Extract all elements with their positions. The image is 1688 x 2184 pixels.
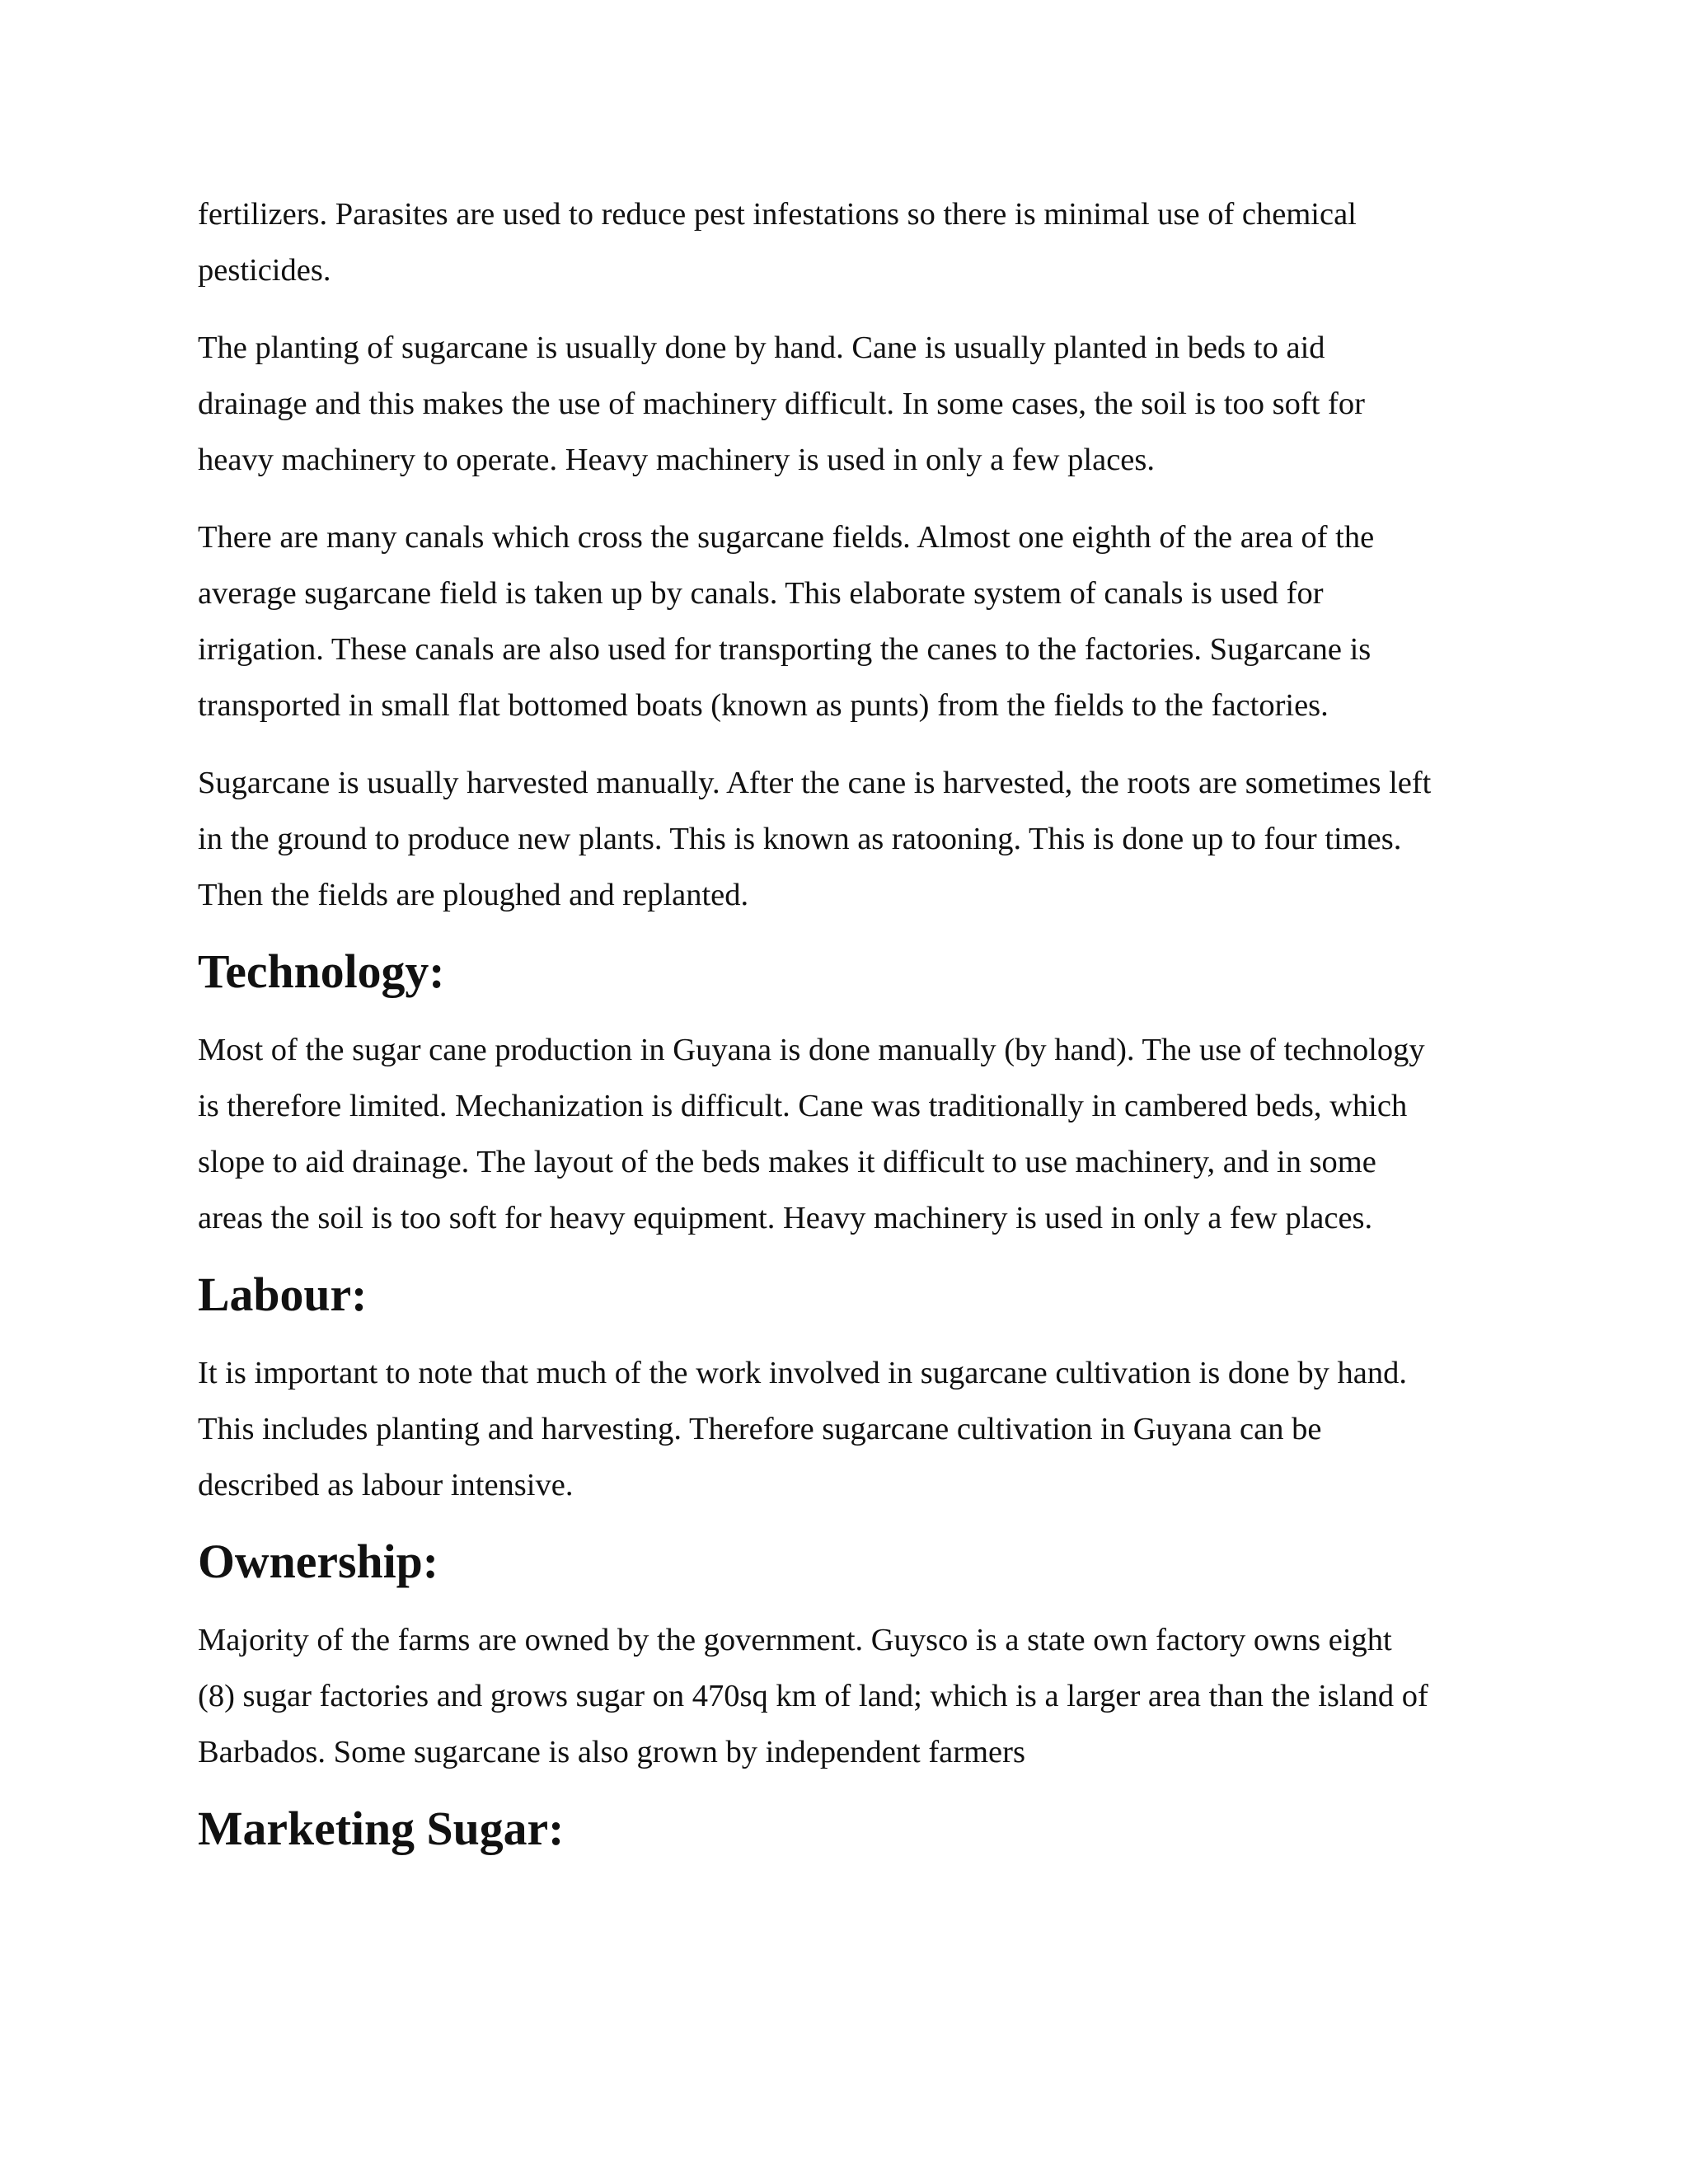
- text-line: in the ground to produce new plants. This is known as ratooning. This is done up to four times.: [198, 822, 1402, 856]
- text-line: Most of the sugar cane production in Guyana is done manually (by hand). The use of technology: [198, 1033, 1425, 1067]
- heading-marketing-sugar: [198, 1802, 1508, 1858]
- heading-technology: [198, 944, 1508, 1001]
- heading-text: Technology:: [198, 946, 445, 998]
- text-line: Sugarcane is usually harvested manually. After the cane is harvested, the roots are sometimes left: [198, 766, 1432, 800]
- paragraph-labour: [198, 1345, 1508, 1513]
- text-line: This includes planting and harvesting. Therefore sugarcane cultivation in Guyana can be: [198, 1412, 1322, 1446]
- text-line: There are many canals which cross the sugarcane fields. Almost one eighth of the area of the: [198, 520, 1375, 555]
- text-line: Barbados. Some sugarcane is also grown by independent farmers: [198, 1735, 1025, 1769]
- text-line: irrigation. These canals are also used for transporting the canes to the factories. Sugarcane is: [198, 632, 1372, 667]
- text-line: described as labour intensive.: [198, 1468, 574, 1502]
- text-line: slope to aid drainage. The layout of the beds makes it difficult to use machinery, and in some: [198, 1145, 1376, 1179]
- text-line: The planting of sugarcane is usually done by hand. Cane is usually planted in beds to aid: [198, 330, 1325, 365]
- paragraph-harvesting: [198, 755, 1508, 923]
- text-line: areas the soil is too soft for heavy equipment. Heavy machinery is used in only a few places.: [198, 1201, 1373, 1235]
- paragraph-technology: [198, 1022, 1508, 1246]
- text-line: is therefore limited. Mechanization is difficult. Cane was traditionally in cambered beds, which: [198, 1089, 1408, 1123]
- text-line: average sugarcane field is taken up by canals. This elaborate system of canals is used for: [198, 576, 1324, 611]
- heading-text: Ownership:: [198, 1536, 438, 1588]
- text-line: Majority of the farms are owned by the government. Guysco is a state own factory owns eight: [198, 1623, 1392, 1657]
- heading-ownership: [198, 1535, 1508, 1591]
- text-line: fertilizers. Parasites are used to reduce pest infestations so there is minimal use of chemical: [198, 197, 1357, 232]
- text-line: (8) sugar factories and grows sugar on 470sq km of land; which is a larger area than the island of: [198, 1679, 1428, 1713]
- paragraph-fertilizers: [198, 186, 1508, 298]
- text-line: Then the fields are ploughed and replanted.: [198, 878, 749, 912]
- paragraph-planting: [198, 320, 1508, 488]
- heading-labour: [198, 1268, 1508, 1324]
- text-line: It is important to note that much of the work involved in sugarcane cultivation is done by hand.: [198, 1356, 1407, 1390]
- paragraph-canals: [198, 509, 1508, 733]
- text-line: heavy machinery to operate. Heavy machinery is used in only a few places.: [198, 443, 1155, 477]
- text-line: transported in small flat bottomed boats (known as punts) from the fields to the factories.: [198, 688, 1329, 723]
- heading-text: Marketing Sugar:: [198, 1803, 565, 1855]
- paragraph-ownership: [198, 1612, 1508, 1780]
- document-page: [198, 186, 1508, 1879]
- text-line: drainage and this makes the use of machinery difficult. In some cases, the soil is too soft for: [198, 387, 1365, 421]
- text-line: pesticides.: [198, 253, 331, 288]
- heading-text: Labour:: [198, 1269, 368, 1321]
